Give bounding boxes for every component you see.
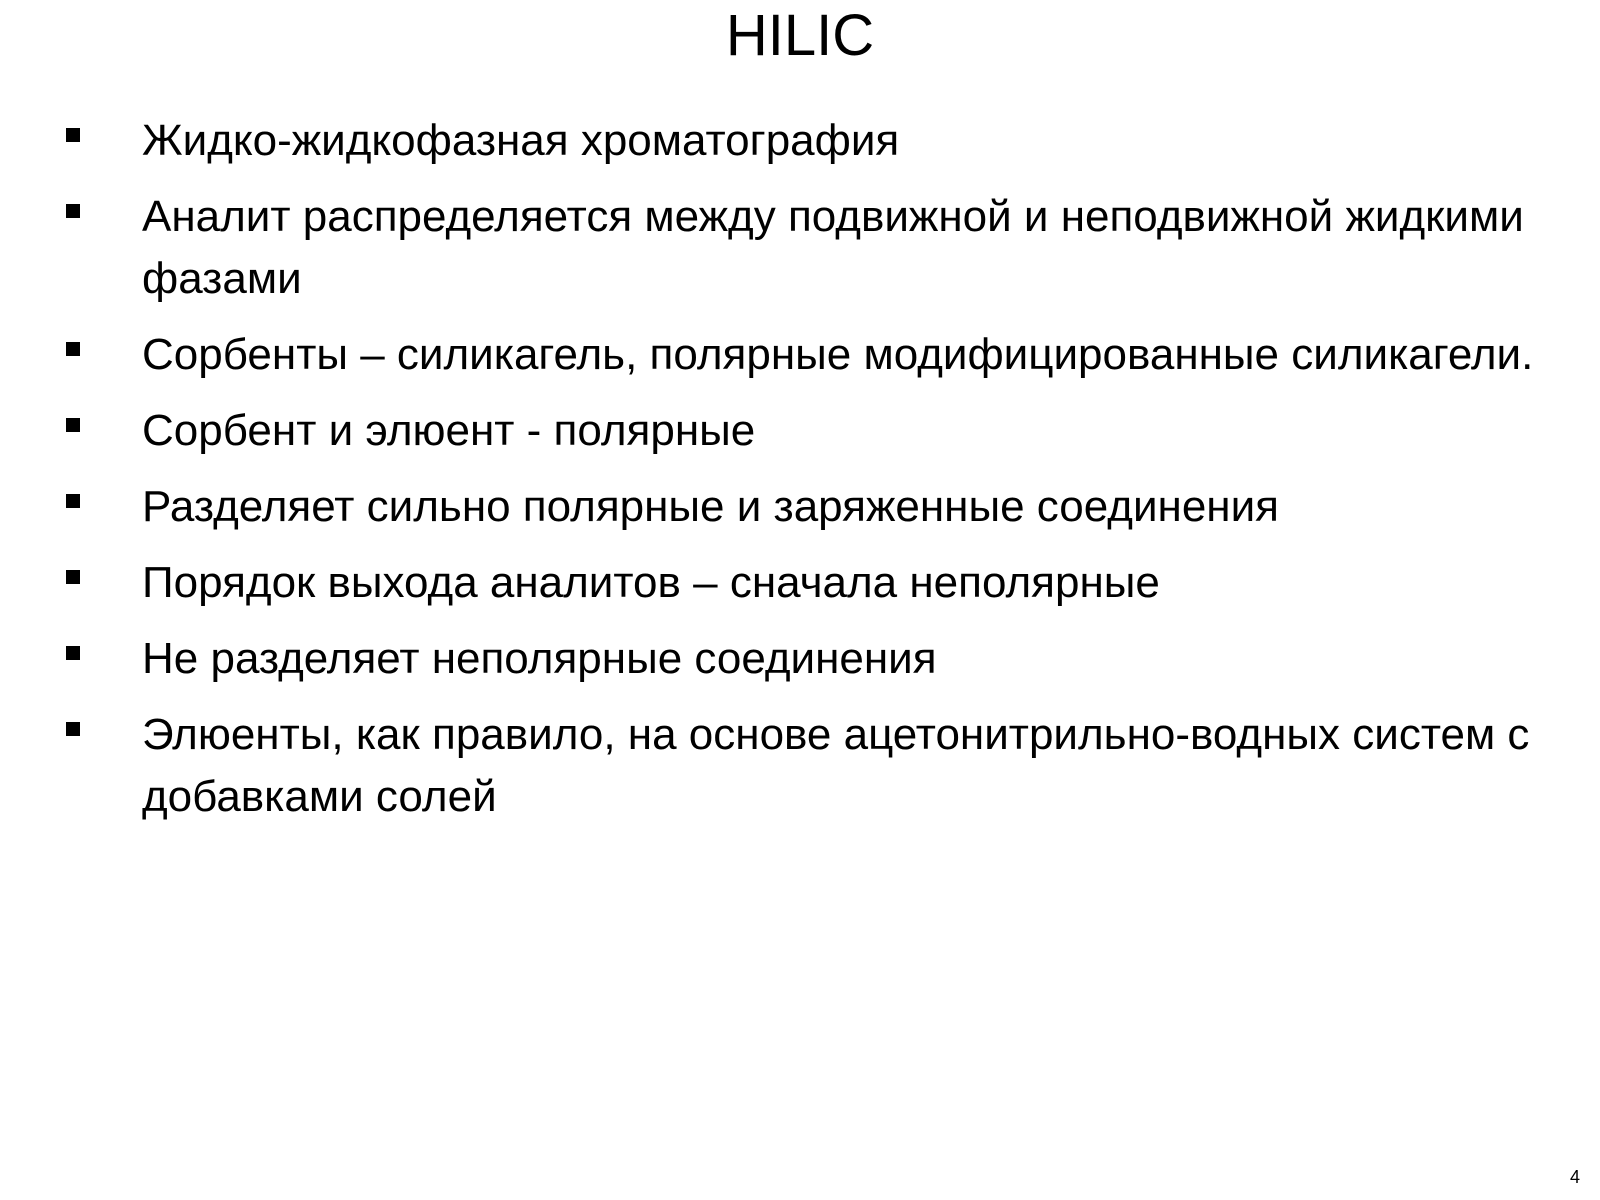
bullet-text: Жидко-жидкофазная хроматография [142, 116, 900, 165]
square-bullet-icon [66, 418, 80, 432]
list-item [64, 552, 1544, 614]
list-item [64, 476, 1544, 538]
page-number: 4 [1569, 1167, 1580, 1187]
bullet-text: Аналит распределяется между подвижной и неподвижной жидкими фазами [142, 192, 1524, 303]
bullet-text: Сорбенты – силикагель, полярные модифицированные силикагели. [142, 330, 1534, 379]
square-bullet-icon [66, 722, 80, 736]
list-item [64, 324, 1544, 386]
bullet-text: Порядок выхода аналитов – сначала неполярные [142, 558, 1160, 607]
square-bullet-icon [66, 646, 80, 660]
slide-title: HILIC [725, 3, 875, 68]
bullet-text: Сорбент и элюент - полярные [142, 406, 756, 455]
square-bullet-icon [66, 204, 80, 218]
list-item [64, 628, 1544, 690]
list-item [64, 110, 1544, 172]
square-bullet-icon [66, 128, 80, 142]
list-item [64, 704, 1544, 828]
square-bullet-icon [66, 570, 80, 584]
square-bullet-icon [66, 494, 80, 508]
square-bullet-icon [66, 342, 80, 356]
bullet-list [64, 110, 1544, 842]
bullet-text: Не разделяет неполярные соединения [142, 634, 937, 683]
bullet-text: Элюенты, как правило, на основе ацетонитрильно-водных систем с добавками солей [142, 710, 1530, 821]
list-item [64, 400, 1544, 462]
bullet-text: Разделяет сильно полярные и заряженные соединения [142, 482, 1279, 531]
list-item [64, 186, 1544, 310]
